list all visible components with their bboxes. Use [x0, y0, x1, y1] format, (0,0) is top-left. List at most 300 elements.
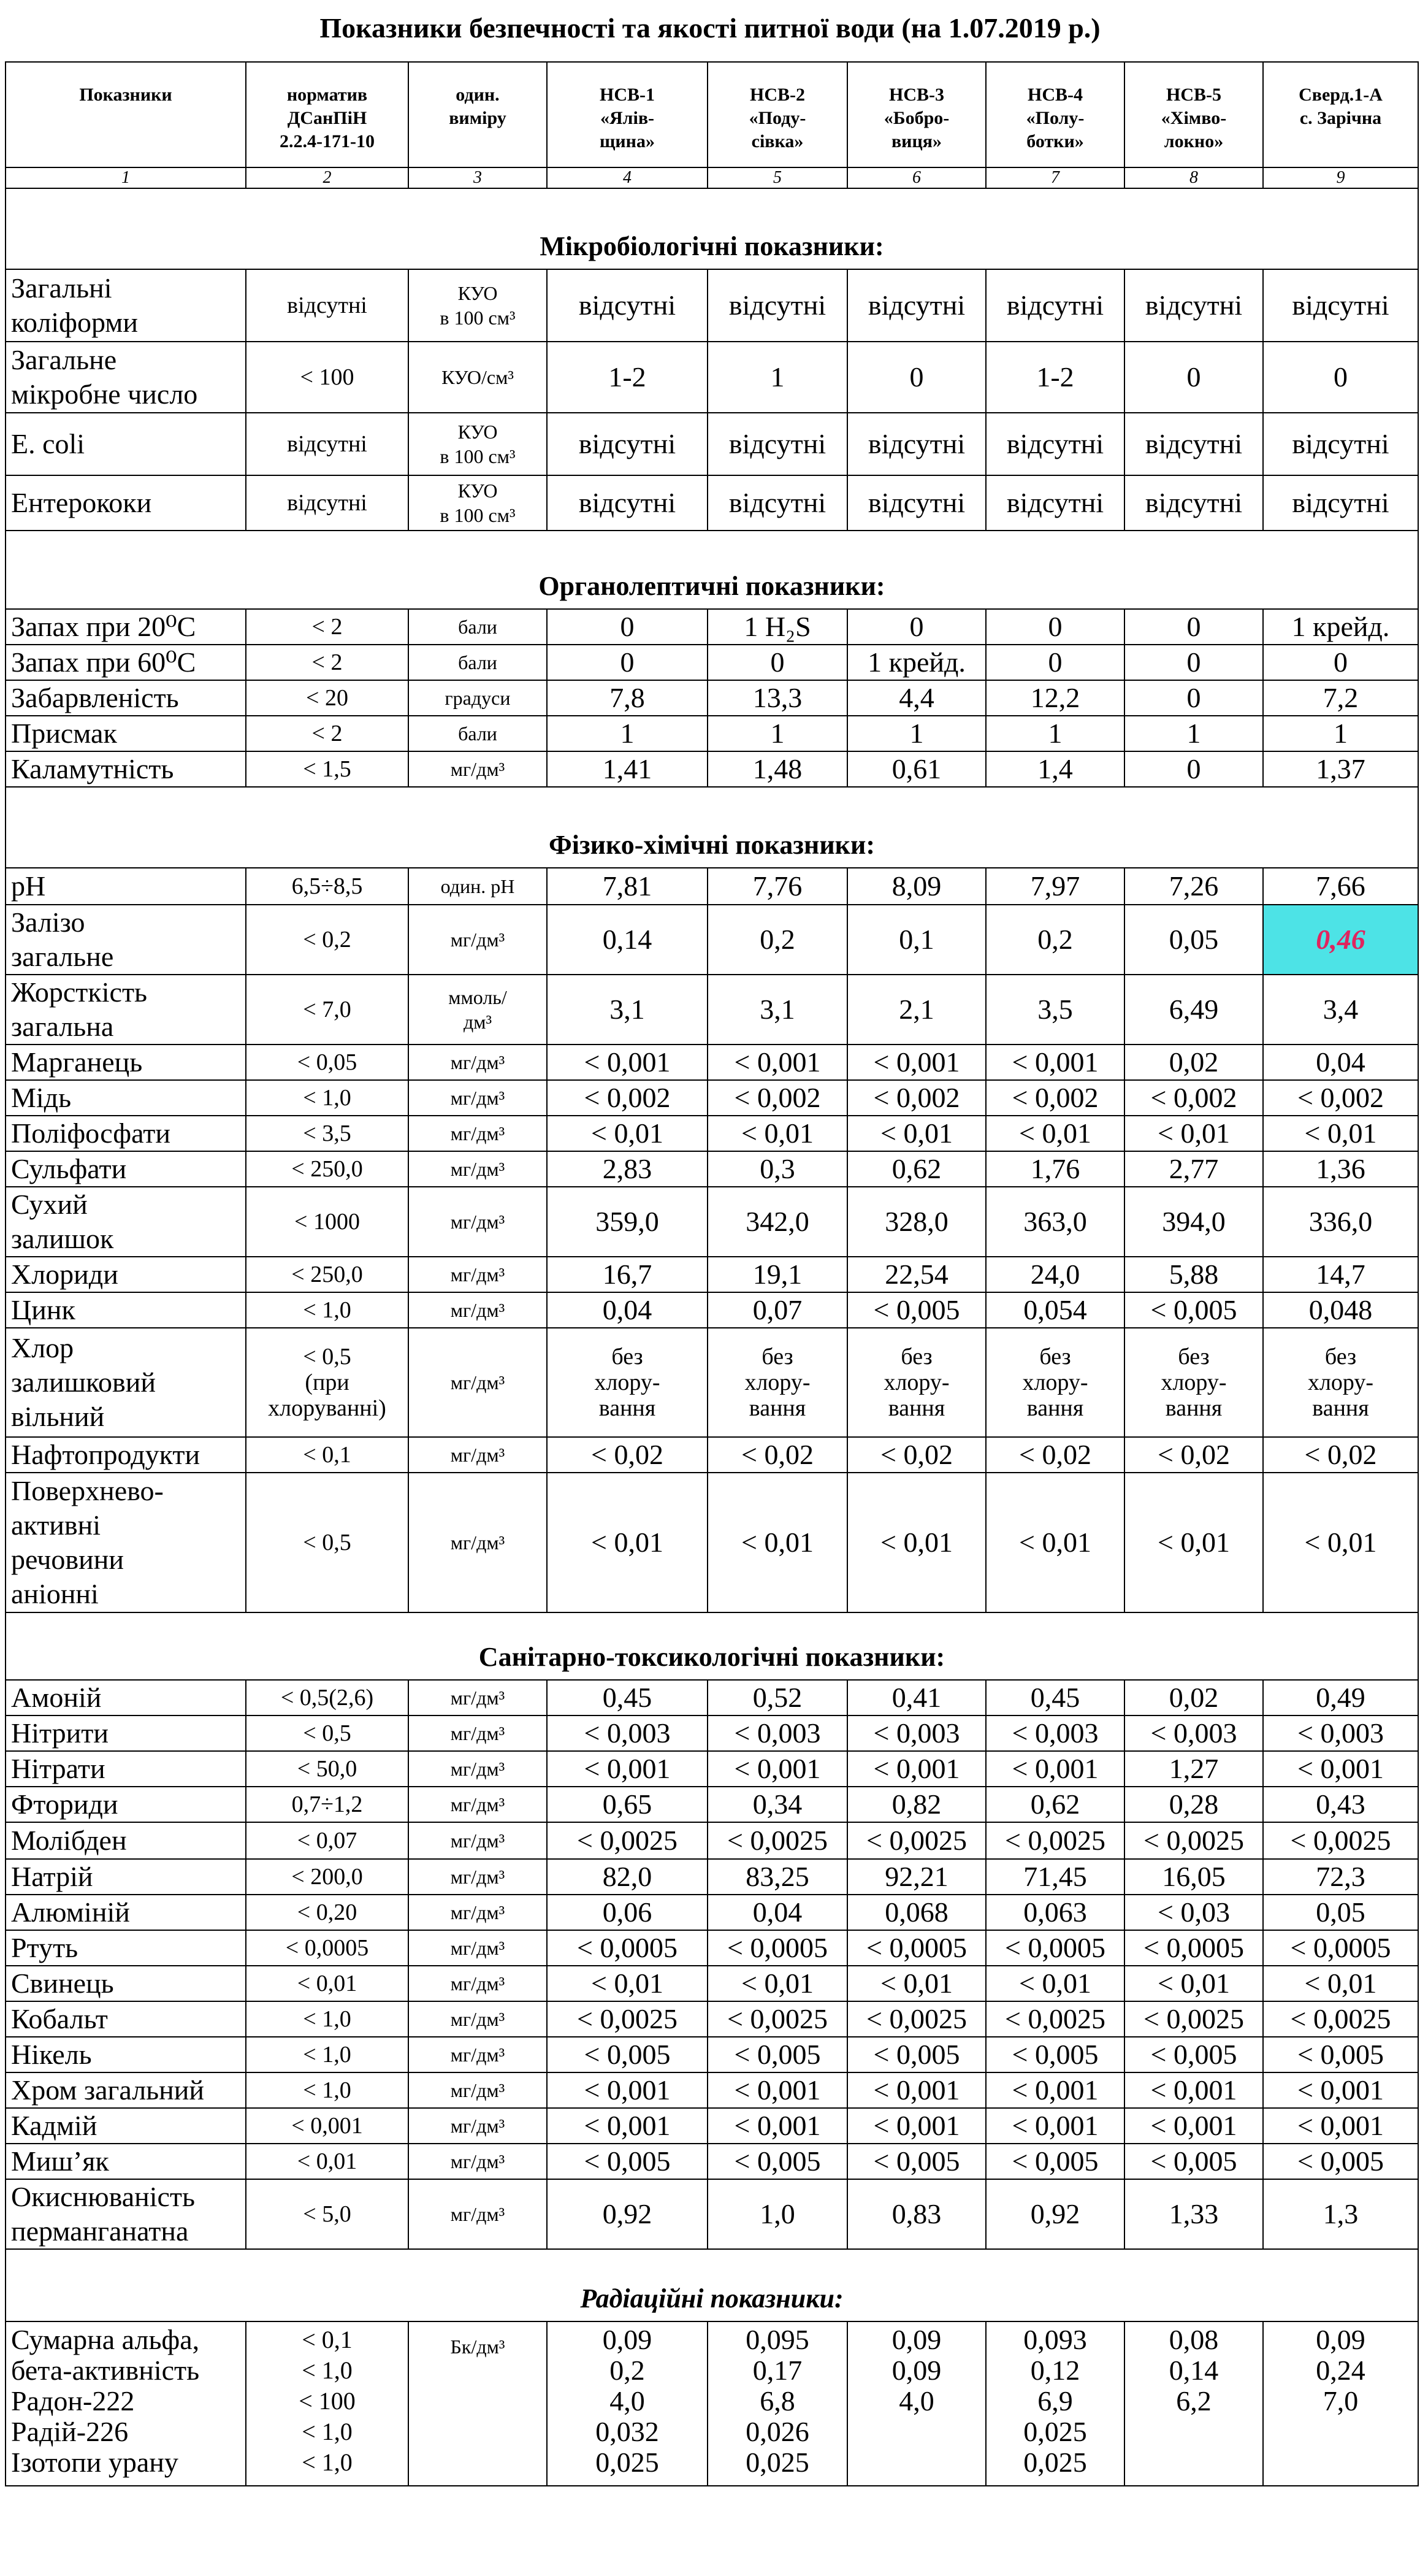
value-cell: 0,09 0,24 7,0	[1263, 2321, 1418, 2486]
value-cell: 394,0	[1124, 1187, 1263, 1257]
table-row	[6, 1715, 1418, 1751]
value-cell: 16,7	[547, 1257, 708, 1292]
norm-value: < 2	[246, 716, 408, 751]
table-row	[6, 1437, 1418, 1473]
value-cell: < 0,001	[708, 1045, 847, 1080]
unit-cell: мг/дм³	[408, 2144, 547, 2179]
value-cell: без хлору- вання	[547, 1328, 708, 1437]
value-cell: 336,0	[1263, 1187, 1418, 1257]
parameter-name: Ртуть	[6, 1930, 246, 1966]
value-cell: 1,4	[986, 751, 1124, 787]
value-cell: < 0,005	[547, 2144, 708, 2179]
value-cell: відсутні	[986, 269, 1124, 342]
table-row	[6, 680, 1418, 716]
norm-value: < 250,0	[246, 1257, 408, 1292]
table-row	[6, 2179, 1418, 2249]
value-cell: 4,4	[847, 680, 986, 716]
unit-cell: мг/дм³	[408, 751, 547, 787]
value-cell: 1 H₂S	[708, 609, 847, 645]
value-cell: < 0,01	[547, 1473, 708, 1612]
unit-cell: бали	[408, 716, 547, 751]
value-cell: < 0,005	[1124, 2037, 1263, 2072]
value-cell: 0,054	[986, 1292, 1124, 1328]
value-cell: 0,04	[708, 1895, 847, 1930]
value-cell: < 0,0025	[547, 2001, 708, 2037]
value-cell: без хлору- вання	[986, 1328, 1124, 1437]
value-cell: 7,97	[986, 868, 1124, 905]
value-cell: 0,1	[847, 905, 986, 975]
table-row	[6, 975, 1418, 1045]
value-cell: 12,2	[986, 680, 1124, 716]
parameter-name: Окиснюваність перманганатна	[6, 2179, 246, 2249]
value-cell: відсутні	[547, 269, 708, 342]
value-cell: 0,09 0,2 4,0 0,032 0,025	[547, 2321, 708, 2486]
value-cell: 3,1	[708, 975, 847, 1045]
value-cell: 0	[547, 609, 708, 645]
value-cell: без хлору- вання	[1263, 1328, 1418, 1437]
value-cell: відсутні	[1263, 269, 1418, 342]
value-cell: відсутні	[1124, 269, 1263, 342]
unit-cell: мг/дм³	[408, 1680, 547, 1715]
parameter-name: Залізо загальне	[6, 905, 246, 975]
norm-value: < 0,05	[246, 1045, 408, 1080]
value-cell: 0,07	[708, 1292, 847, 1328]
value-cell: < 0,03	[1124, 1895, 1263, 1930]
value-cell: 0,09 0,09 4,0	[847, 2321, 986, 2486]
value-cell: 0	[708, 645, 847, 680]
norm-value: < 3,5	[246, 1116, 408, 1151]
norm-value: < 0,20	[246, 1895, 408, 1930]
column-header: НСВ-3 «Бобро- виця»	[847, 62, 986, 167]
table-row	[6, 2321, 1418, 2486]
value-cell: < 0,02	[547, 1437, 708, 1473]
table-row	[6, 2108, 1418, 2144]
table-row	[6, 342, 1418, 413]
value-cell: 1,3	[1263, 2179, 1418, 2249]
value-cell: відсутні	[708, 475, 847, 531]
table-row	[6, 1895, 1418, 1930]
unit-cell: мг/дм³	[408, 1822, 547, 1859]
column-header: НСВ-2 «Поду- сівка»	[708, 62, 847, 167]
value-cell: відсутні	[547, 475, 708, 531]
value-cell: 0,14	[547, 905, 708, 975]
column-number-row	[6, 167, 1418, 188]
value-cell: < 0,005	[1263, 2037, 1418, 2072]
value-cell: 7,81	[547, 868, 708, 905]
section-organo	[6, 531, 1418, 609]
value-cell: 1	[708, 716, 847, 751]
value-cell: < 0,005	[1124, 2144, 1263, 2179]
table-row	[6, 1187, 1418, 1257]
value-cell: 0,46	[1263, 905, 1418, 975]
value-cell: 19,1	[708, 1257, 847, 1292]
value-cell: 0	[1124, 342, 1263, 413]
norm-value: < 100	[246, 342, 408, 413]
value-cell: 0,34	[708, 1787, 847, 1822]
value-cell: 0,41	[847, 1680, 986, 1715]
value-cell: < 0,003	[1263, 1715, 1418, 1751]
parameter-name: Ентерококи	[6, 475, 246, 531]
column-number: 4	[547, 167, 708, 188]
section-physchem	[6, 787, 1418, 868]
value-cell: 363,0	[986, 1187, 1124, 1257]
value-cell: < 0,005	[847, 1292, 986, 1328]
table-row	[6, 1859, 1418, 1895]
norm-value: < 2	[246, 645, 408, 680]
section-radiation	[6, 2249, 1418, 2321]
value-cell: 7,76	[708, 868, 847, 905]
value-cell: 0	[1124, 680, 1263, 716]
value-cell: < 0,02	[986, 1437, 1124, 1473]
value-cell: 0,28	[1124, 1787, 1263, 1822]
value-cell: 0,49	[1263, 1680, 1418, 1715]
value-cell: 1,33	[1124, 2179, 1263, 2249]
value-cell: 0,2	[708, 905, 847, 975]
column-header: норматив ДСанПіН 2.2.4-171-10	[246, 62, 408, 167]
value-cell: 3,5	[986, 975, 1124, 1045]
value-cell: < 0,001	[1263, 2072, 1418, 2108]
value-cell: відсутні	[708, 269, 847, 342]
value-cell: < 0,001	[1124, 2072, 1263, 2108]
value-cell: < 0,005	[986, 2037, 1124, 2072]
value-cell: < 0,003	[1124, 1715, 1263, 1751]
value-cell: < 0,001	[847, 1751, 986, 1787]
unit-cell: мг/дм³	[408, 1715, 547, 1751]
value-cell: 0	[847, 609, 986, 645]
unit-cell: мг/дм³	[408, 1116, 547, 1151]
value-cell: відсутні	[1124, 475, 1263, 531]
value-cell: < 0,001	[847, 1045, 986, 1080]
value-cell: < 0,0025	[847, 1822, 986, 1859]
value-cell: < 0,01	[708, 1116, 847, 1151]
table-row	[6, 905, 1418, 975]
unit-cell: мг/дм³	[408, 1292, 547, 1328]
unit-cell: один. pH	[408, 868, 547, 905]
column-header: Показники	[6, 62, 246, 167]
value-cell: < 0,01	[1263, 1473, 1418, 1612]
column-number: 1	[6, 167, 246, 188]
value-cell: < 0,005	[847, 2037, 986, 2072]
value-cell: 0,61	[847, 751, 986, 787]
water-quality-table	[5, 61, 1419, 2486]
value-cell: < 0,02	[1124, 1437, 1263, 1473]
value-cell: 0,62	[847, 1151, 986, 1187]
value-cell: 0,2	[986, 905, 1124, 975]
parameter-name: Кобальт	[6, 2001, 246, 2037]
unit-cell: КУО в 100 см³	[408, 475, 547, 531]
value-cell: відсутні	[847, 269, 986, 342]
document-title: Показники безпечності та якості питної води (на 1.07.2019 р.)	[319, 12, 1101, 44]
value-cell: 0,62	[986, 1787, 1124, 1822]
value-cell: 0,92	[547, 2179, 708, 2249]
value-cell: 0	[1124, 645, 1263, 680]
column-number: 9	[1263, 167, 1418, 188]
value-cell: < 0,0025	[1124, 2001, 1263, 2037]
value-cell: < 0,01	[1124, 1473, 1263, 1612]
value-cell: < 0,01	[547, 1116, 708, 1151]
value-cell: відсутні	[547, 413, 708, 475]
column-number: 7	[986, 167, 1124, 188]
value-cell: < 0,0025	[1263, 1822, 1418, 1859]
parameter-name: Запах при 20⁰С	[6, 609, 246, 645]
unit-cell: мг/дм³	[408, 1151, 547, 1187]
parameter-name: Молібден	[6, 1822, 246, 1859]
value-cell: 8,09	[847, 868, 986, 905]
norm-value: < 200,0	[246, 1859, 408, 1895]
norm-value: < 0,5	[246, 1715, 408, 1751]
value-cell: відсутні	[847, 475, 986, 531]
norm-value: відсутні	[246, 413, 408, 475]
value-cell: < 0,01	[986, 1966, 1124, 2001]
unit-cell: мг/дм³	[408, 1787, 547, 1822]
norm-value: < 0,07	[246, 1822, 408, 1859]
value-cell: 2,83	[547, 1151, 708, 1187]
column-number: 2	[246, 167, 408, 188]
parameter-name: Марганець	[6, 1045, 246, 1080]
value-cell: < 0,005	[847, 2144, 986, 2179]
value-cell: < 0,005	[986, 2144, 1124, 2179]
unit-cell: мг/дм³	[408, 2037, 547, 2072]
value-cell: < 0,01	[847, 1473, 986, 1612]
norm-value: < 1000	[246, 1187, 408, 1257]
value-cell: < 0,01	[1124, 1966, 1263, 2001]
value-cell: < 0,001	[547, 2072, 708, 2108]
value-cell: 0,82	[847, 1787, 986, 1822]
value-cell: 7,66	[1263, 868, 1418, 905]
value-cell: 14,7	[1263, 1257, 1418, 1292]
value-cell: 1,76	[986, 1151, 1124, 1187]
table-row	[6, 2037, 1418, 2072]
parameter-name: Каламутність	[6, 751, 246, 787]
value-cell: < 0,002	[708, 1080, 847, 1116]
table-row	[6, 475, 1418, 531]
unit-cell: мг/дм³	[408, 1966, 547, 2001]
value-cell: < 0,003	[547, 1715, 708, 1751]
value-cell: 0,45	[986, 1680, 1124, 1715]
norm-value: < 7,0	[246, 975, 408, 1045]
value-cell: < 0,002	[547, 1080, 708, 1116]
value-cell: 3,1	[547, 975, 708, 1045]
parameter-name: Поверхнево- активні речовини аніонні	[6, 1473, 246, 1612]
value-cell: 22,54	[847, 1257, 986, 1292]
value-cell: < 0,005	[708, 2144, 847, 2179]
unit-cell: мг/дм³	[408, 1895, 547, 1930]
value-cell: 1,27	[1124, 1751, 1263, 1787]
table-row	[6, 1257, 1418, 1292]
value-cell: < 0,001	[547, 1751, 708, 1787]
value-cell: відсутні	[986, 475, 1124, 531]
parameter-name: Фториди	[6, 1787, 246, 1822]
value-cell: < 0,01	[847, 1966, 986, 2001]
value-cell: < 0,001	[1263, 2108, 1418, 2144]
norm-value: < 0,5	[246, 1473, 408, 1612]
value-cell: 1	[1263, 716, 1418, 751]
value-cell: відсутні	[1263, 475, 1418, 531]
table-row	[6, 1473, 1418, 1612]
parameter-name: Мідь	[6, 1080, 246, 1116]
norm-value: < 250,0	[246, 1151, 408, 1187]
value-cell: < 0,01	[708, 1473, 847, 1612]
table-row	[6, 1822, 1418, 1859]
norm-value: < 0,001	[246, 2108, 408, 2144]
unit-cell: мг/дм³	[408, 1930, 547, 1966]
value-cell: 1	[1124, 716, 1263, 751]
table-row	[6, 645, 1418, 680]
value-cell: 1,36	[1263, 1151, 1418, 1187]
value-cell: < 0,01	[986, 1473, 1124, 1612]
section-micro	[6, 188, 1418, 269]
value-cell: < 0,0005	[986, 1930, 1124, 1966]
value-cell: 0,04	[547, 1292, 708, 1328]
value-cell: < 0,001	[986, 1045, 1124, 1080]
value-cell: 71,45	[986, 1859, 1124, 1895]
value-cell: 0,093 0,12 6,9 0,025 0,025	[986, 2321, 1124, 2486]
value-cell: 328,0	[847, 1187, 986, 1257]
unit-cell: бали	[408, 609, 547, 645]
value-cell: < 0,01	[847, 1116, 986, 1151]
value-cell: 0,02	[1124, 1680, 1263, 1715]
value-cell: 1	[986, 716, 1124, 751]
value-cell: < 0,005	[708, 2037, 847, 2072]
unit-cell: ммоль/ дм³	[408, 975, 547, 1045]
value-cell: < 0,001	[847, 2072, 986, 2108]
value-cell: без хлору- вання	[847, 1328, 986, 1437]
unit-cell: мг/дм³	[408, 905, 547, 975]
value-cell: < 0,01	[1124, 1116, 1263, 1151]
value-cell: 0,83	[847, 2179, 986, 2249]
table-row	[6, 1787, 1418, 1822]
value-cell: < 0,01	[986, 1116, 1124, 1151]
parameter-name: Загальне мікробне число	[6, 342, 246, 413]
value-cell: 7,2	[1263, 680, 1418, 716]
norm-value: < 0,2	[246, 905, 408, 975]
value-cell: < 0,0005	[847, 1930, 986, 1966]
norm-value: 0,7÷1,2	[246, 1787, 408, 1822]
unit-cell: мг/дм³	[408, 1437, 547, 1473]
norm-value: < 1,5	[246, 751, 408, 787]
value-cell: < 0,0025	[1263, 2001, 1418, 2037]
parameter-name: Сумарна альфа, бета-активність Радон-222 Радій-226 Ізотопи урану	[6, 2321, 246, 2486]
value-cell: відсутні	[1263, 413, 1418, 475]
table-row	[6, 1292, 1418, 1328]
value-cell: 1,41	[547, 751, 708, 787]
value-cell: 0,06	[547, 1895, 708, 1930]
table-row	[6, 716, 1418, 751]
parameter-name: Жорсткість загальна	[6, 975, 246, 1045]
table-row	[6, 1045, 1418, 1080]
value-cell: 1,37	[1263, 751, 1418, 787]
norm-value: < 0,1	[246, 1437, 408, 1473]
norm-value: < 1,0	[246, 1080, 408, 1116]
unit-cell: мг/дм³	[408, 1045, 547, 1080]
table-row	[6, 1116, 1418, 1151]
value-cell: 0,65	[547, 1787, 708, 1822]
table-row	[6, 269, 1418, 342]
value-cell: < 0,003	[847, 1715, 986, 1751]
value-cell: < 0,0025	[547, 1822, 708, 1859]
unit-cell: мг/дм³	[408, 1473, 547, 1612]
parameter-name: Хром загальний	[6, 2072, 246, 2108]
value-cell: < 0,002	[847, 1080, 986, 1116]
value-cell: < 0,001	[547, 1045, 708, 1080]
value-cell: 0,095 0,17 6,8 0,026 0,025	[708, 2321, 847, 2486]
value-cell: < 0,0025	[986, 1822, 1124, 1859]
table-row	[6, 413, 1418, 475]
unit-cell: мг/дм³	[408, 1187, 547, 1257]
column-number: 6	[847, 167, 986, 188]
value-cell: 0	[1124, 609, 1263, 645]
value-cell: 0,08 0,14 6,2	[1124, 2321, 1263, 2486]
table-row	[6, 2072, 1418, 2108]
section-title: Санітарно-токсикологічні показники:	[6, 1612, 1418, 1680]
column-number: 5	[708, 167, 847, 188]
value-cell: < 0,001	[847, 2108, 986, 2144]
column-header: НСВ-1 «Ялів- щина»	[547, 62, 708, 167]
table-row	[6, 1930, 1418, 1966]
norm-value: < 1,0	[246, 2037, 408, 2072]
value-cell: 0,92	[986, 2179, 1124, 2249]
value-cell: без хлору- вання	[708, 1328, 847, 1437]
parameter-name: Сухий залишок	[6, 1187, 246, 1257]
table-row	[6, 751, 1418, 787]
unit-cell: КУО/см³	[408, 342, 547, 413]
value-cell: 72,3	[1263, 1859, 1418, 1895]
norm-value: < 0,0005	[246, 1930, 408, 1966]
unit-cell: мг/дм³	[408, 2072, 547, 2108]
parameter-name: Сульфати	[6, 1151, 246, 1187]
value-cell: 0,45	[547, 1680, 708, 1715]
norm-value: < 1,0	[246, 2072, 408, 2108]
table-row	[6, 609, 1418, 645]
value-cell: < 0,005	[1263, 2144, 1418, 2179]
parameter-name: Свинець	[6, 1966, 246, 2001]
value-cell: 1	[547, 716, 708, 751]
unit-cell: мг/дм³	[408, 1751, 547, 1787]
value-cell: 0,048	[1263, 1292, 1418, 1328]
parameter-name: Забарвленість	[6, 680, 246, 716]
value-cell: 1-2	[986, 342, 1124, 413]
unit-cell: мг/дм³	[408, 1257, 547, 1292]
value-cell: 1	[708, 342, 847, 413]
value-cell: 1 крейд.	[1263, 609, 1418, 645]
parameter-name: Нафтопродукти	[6, 1437, 246, 1473]
table-row	[6, 2001, 1418, 2037]
value-cell: без хлору- вання	[1124, 1328, 1263, 1437]
value-cell: < 0,001	[708, 2108, 847, 2144]
unit-cell: бали	[408, 645, 547, 680]
unit-cell: мг/дм³	[408, 1328, 547, 1437]
unit-cell: мг/дм³	[408, 2179, 547, 2249]
value-cell: < 0,0005	[1124, 1930, 1263, 1966]
unit-cell: мг/дм³	[408, 1080, 547, 1116]
value-cell: < 0,01	[1263, 1966, 1418, 2001]
table-row	[6, 1328, 1418, 1437]
value-cell: < 0,0005	[708, 1930, 847, 1966]
value-cell: 0	[1124, 751, 1263, 787]
norm-value: < 20	[246, 680, 408, 716]
table-row	[6, 1680, 1418, 1715]
value-cell: < 0,0025	[1124, 1822, 1263, 1859]
value-cell: < 0,001	[708, 1751, 847, 1787]
value-cell: 82,0	[547, 1859, 708, 1895]
value-cell: < 0,0005	[547, 1930, 708, 1966]
value-cell: відсутні	[847, 413, 986, 475]
norm-value: 6,5÷8,5	[246, 868, 408, 905]
header-row	[6, 62, 1418, 167]
column-header: НСВ-4 «Полу- ботки»	[986, 62, 1124, 167]
value-cell: 342,0	[708, 1187, 847, 1257]
value-cell: 359,0	[547, 1187, 708, 1257]
